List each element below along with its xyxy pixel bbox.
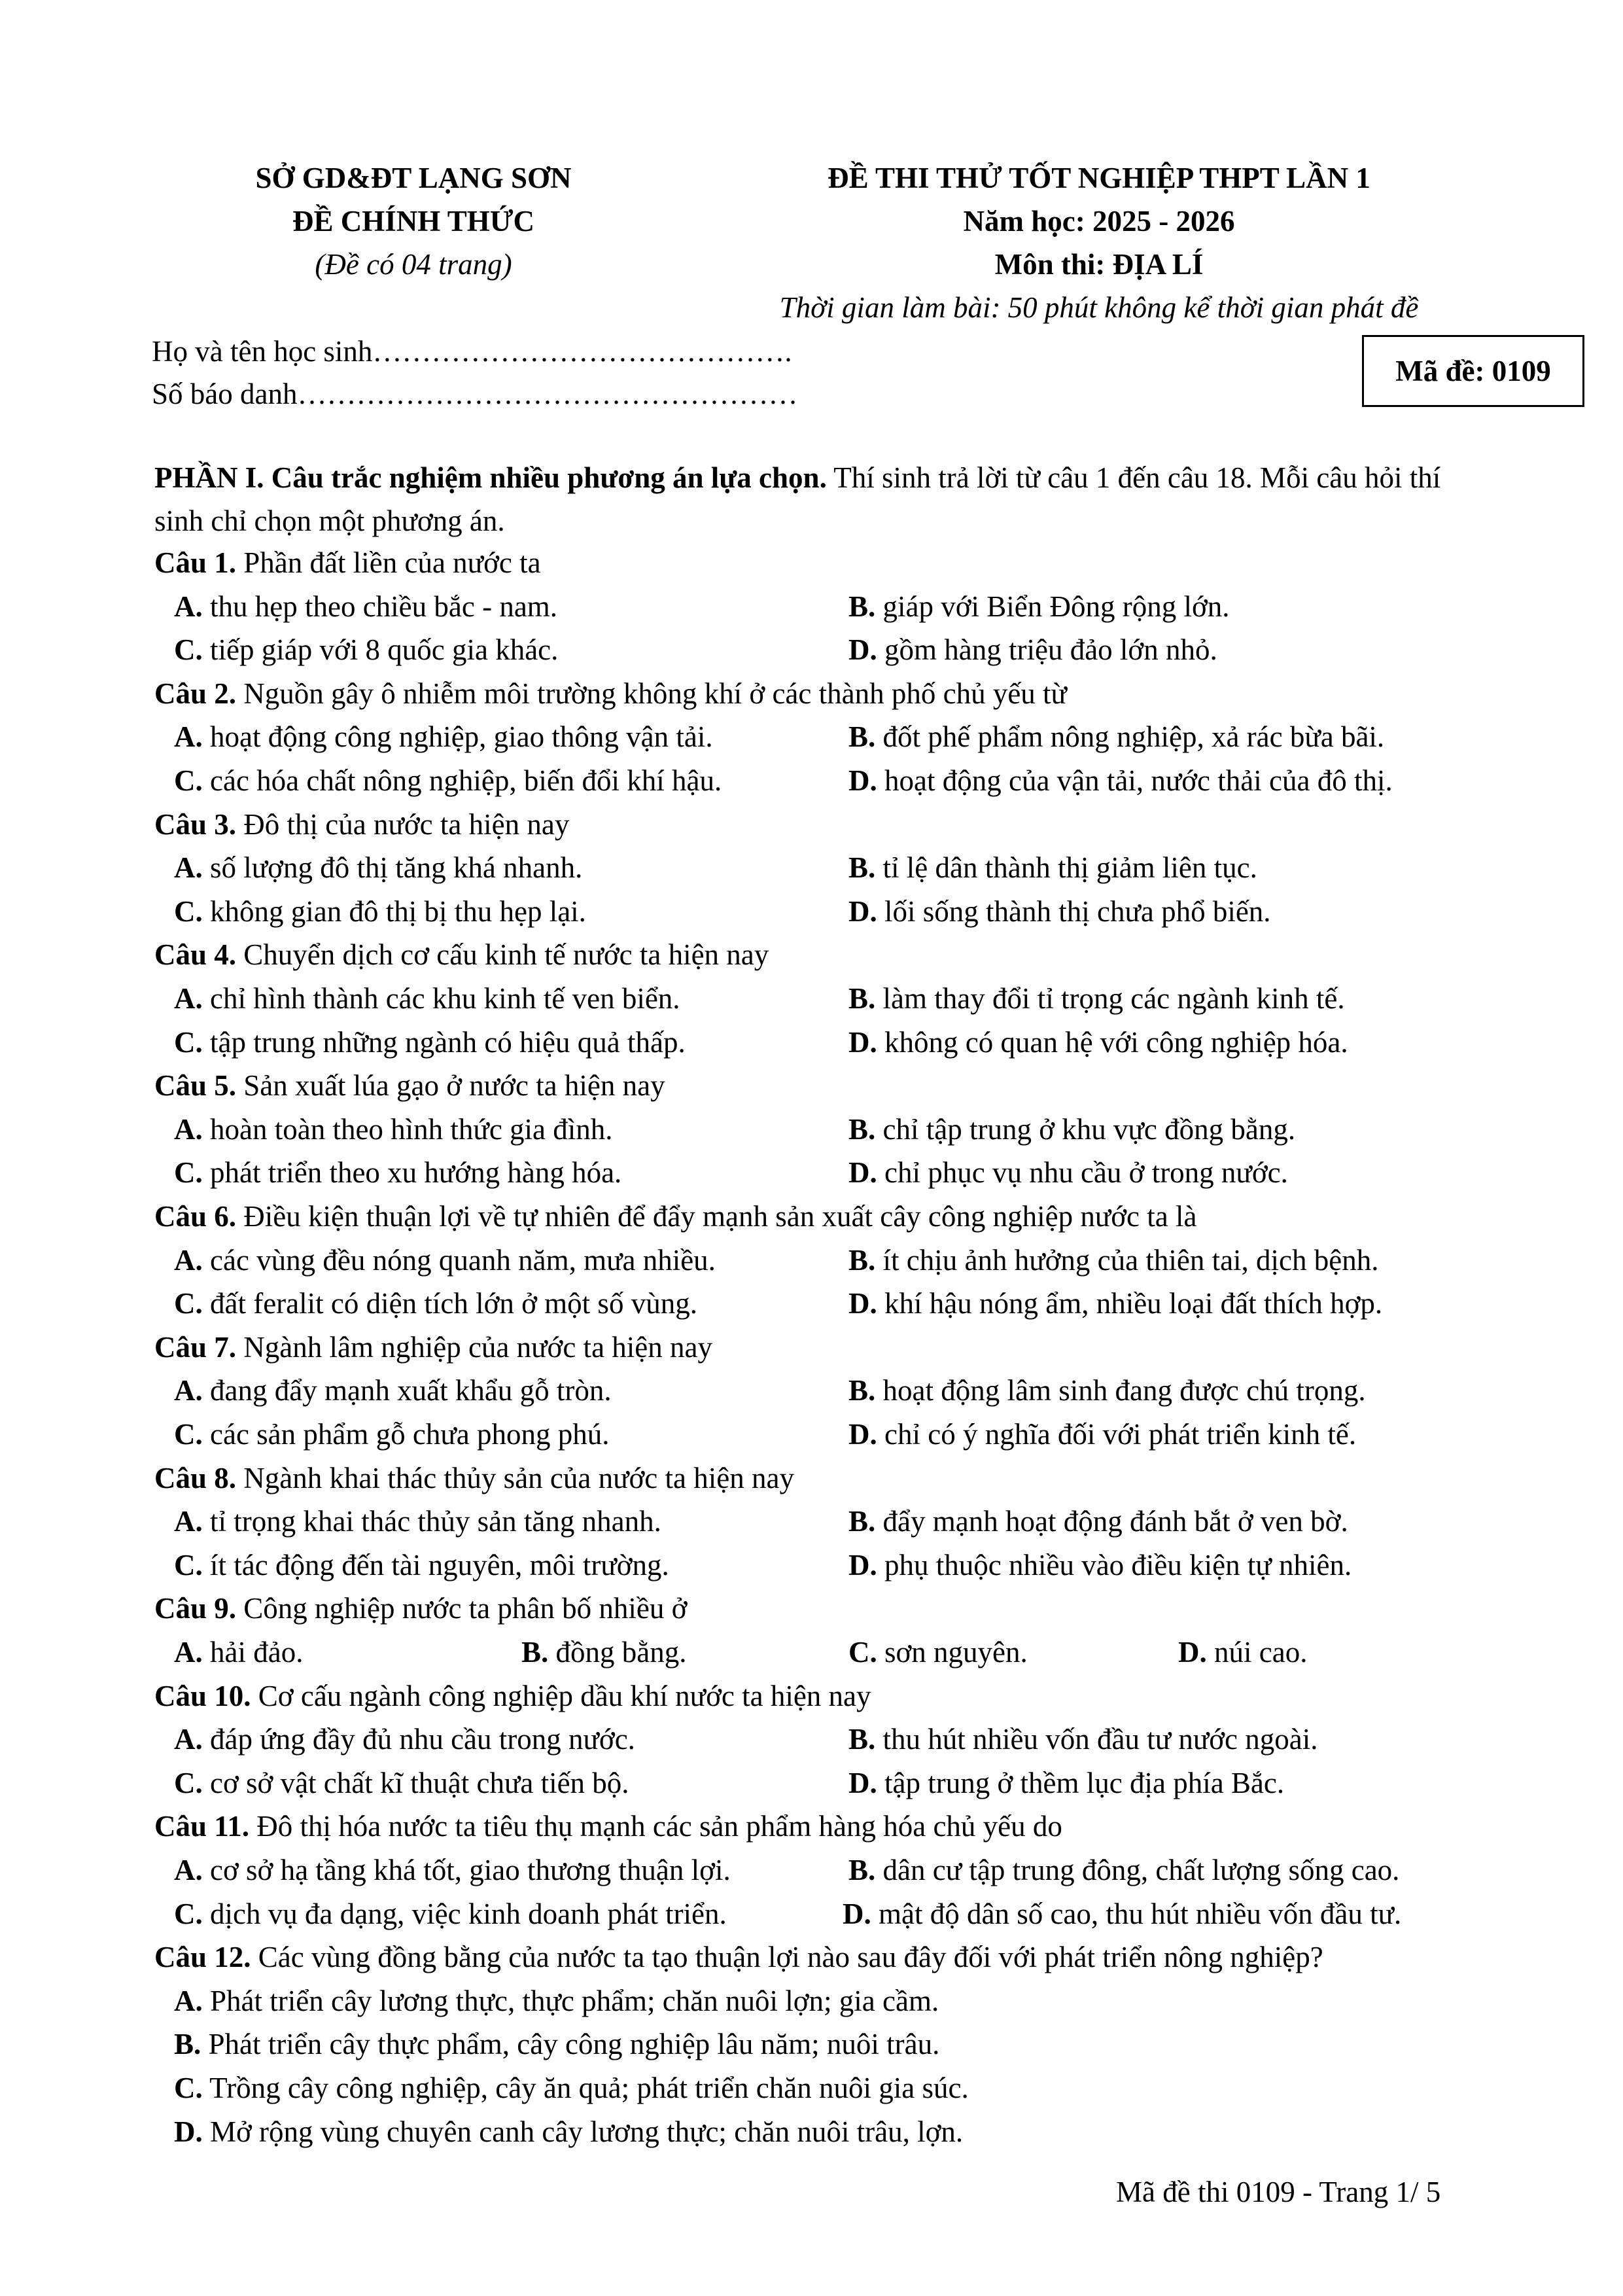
option-letter: A.: [174, 982, 203, 1015]
question-number: Câu 2.: [154, 677, 237, 710]
answer-option-b: [848, 853, 1257, 883]
option-letter: D.: [1178, 1636, 1207, 1669]
option-letter: C.: [174, 1287, 203, 1320]
option-letter: D.: [848, 1548, 877, 1581]
answer-option-d: [848, 635, 1217, 665]
answer-option-b: [848, 1507, 1348, 1536]
option-text: hoạt động của vận tải, nước thải của đô thị.: [877, 764, 1393, 797]
option-text: chỉ hình thành các khu kinh tế ven biển.: [202, 982, 680, 1015]
option-letter: D.: [848, 764, 877, 797]
option-letter: A.: [174, 1243, 203, 1277]
option-text: dân cư tập trung đông, chất lượng sống cao.: [875, 1854, 1400, 1886]
option-letter: A.: [174, 590, 203, 623]
option-letter: D.: [848, 1287, 877, 1320]
question-stem: [154, 1943, 1323, 1972]
option-text: tập trung những ngành có hiệu quả thấp.: [202, 1025, 686, 1059]
question-stem: [154, 940, 769, 970]
page-footer: Mã đề thi 0109 - Trang 1/ 5: [1116, 2176, 1441, 2208]
option-letter: B.: [848, 1723, 876, 1756]
option-letter: C.: [174, 1156, 203, 1190]
option-text: chỉ có ý nghĩa đối với phát triển kinh tế.: [877, 1418, 1357, 1451]
answer-option-b: [848, 592, 1230, 622]
answer-option-c: [174, 635, 558, 665]
option-letter: B.: [848, 1374, 876, 1407]
question-number: Câu 9.: [154, 1592, 237, 1625]
option-text: núi cao.: [1206, 1636, 1308, 1669]
answer-option-b: [848, 1856, 1399, 1885]
option-text: thu hút nhiều vốn đầu tư nước ngoài.: [875, 1723, 1318, 1756]
answer-option-a: [174, 592, 557, 622]
option-letter: D.: [843, 1897, 871, 1930]
option-letter: D.: [848, 1766, 877, 1799]
answer-option-b: [848, 1725, 1318, 1754]
option-text: giáp với Biển Đông rộng lớn.: [875, 590, 1230, 623]
question-number: Câu 8.: [154, 1461, 237, 1494]
answer-option-c: [174, 1548, 669, 1581]
option-letter: D.: [848, 1156, 877, 1190]
option-letter: D.: [848, 633, 877, 667]
option-letter: C.: [174, 1025, 203, 1059]
question-stem: [154, 1202, 1197, 1231]
question-stem: [154, 1071, 665, 1101]
question-text: Sản xuất lúa gạo ở nước ta hiện nay: [236, 1069, 665, 1103]
answer-option-c: [174, 1766, 629, 1799]
answer-option-d: [848, 1025, 1348, 1059]
answer-option-b: [848, 1243, 1379, 1277]
answer-option-a: [174, 984, 680, 1014]
answer-option-b: [848, 984, 1345, 1014]
option-text: các hóa chất nông nghiệp, biến đổi khí hậu.: [202, 764, 722, 797]
question-text: Điều kiện thuận lợi về tự nhiên để đẩy mạnh sản xuất cây công nghiệp nước ta là: [236, 1200, 1197, 1233]
question-stem: [154, 679, 1067, 709]
option-text: Phát triển cây lương thực, thực phẩm; chăn nuôi lợn; gia cầm.: [202, 1984, 939, 2017]
option-letter: B.: [174, 2028, 201, 2061]
option-letter: B.: [848, 1854, 876, 1886]
option-text: Trồng cây công nghiệp, cây ăn quả; phát triển chăn nuôi gia súc.: [202, 2072, 969, 2104]
option-text: Mở rộng vùng chuyên canh cây lương thực; chăn nuôi trâu, lợn.: [202, 2115, 964, 2148]
subject-label: Môn thi: ĐỊA LÍ: [994, 248, 1204, 281]
answer-option-a: [174, 1507, 661, 1536]
option-letter: A.: [174, 1374, 203, 1407]
answer-option-d: [848, 1289, 1382, 1318]
question-number: Câu 11.: [154, 1810, 250, 1843]
answer-option-b: [521, 1638, 687, 1667]
option-letter: B.: [848, 720, 876, 754]
option-letter: D.: [848, 1025, 877, 1059]
part-title: PHẦN I. Câu trắc nghiệm nhiều phương án lựa chọn.: [154, 461, 827, 494]
option-text: mật độ dân số cao, thu hút nhiều vốn đầu tư.: [871, 1897, 1402, 1930]
question-text: Chuyển dịch cơ cấu kinh tế nước ta hiện nay: [236, 938, 769, 972]
answer-option-b: [848, 1376, 1366, 1405]
option-text: cơ sở vật chất kĩ thuật chưa tiến bộ.: [202, 1766, 629, 1799]
option-text: cơ sở hạ tầng khá tốt, giao thương thuận lợi.: [202, 1854, 731, 1886]
question-number: Câu 7.: [154, 1330, 237, 1364]
option-letter: A.: [174, 1505, 203, 1538]
answer-option-c: [174, 1899, 727, 1929]
option-letter: C.: [174, 1548, 203, 1581]
question-text: Đô thị của nước ta hiện nay: [236, 807, 570, 841]
option-text: đẩy mạnh hoạt động đánh bắt ở ven bờ.: [875, 1505, 1348, 1538]
answer-option-d: [848, 1158, 1288, 1188]
answer-option-b: [848, 722, 1384, 752]
option-letter: C.: [174, 764, 203, 797]
option-text: tiếp giáp với 8 quốc gia khác.: [202, 633, 559, 667]
duration-note: Thời gian làm bài: 50 phút không kể thời gian phát đề: [779, 291, 1419, 324]
option-letter: C.: [174, 1418, 203, 1451]
option-letter: C.: [174, 2072, 203, 2104]
question-number: Câu 4.: [154, 938, 237, 972]
option-letter: C.: [174, 894, 203, 928]
option-letter: C.: [174, 1897, 203, 1930]
answer-option-a: [174, 1112, 613, 1146]
answer-option-a: [174, 1984, 939, 2017]
option-text: các sản phẩm gỗ chưa phong phú.: [202, 1418, 610, 1451]
option-text: không có quan hệ với công nghiệp hóa.: [877, 1025, 1348, 1059]
option-letter: D.: [174, 2115, 203, 2148]
option-text: đốt phế phẩm nông nghiệp, xả rác bừa bãi.: [875, 720, 1385, 754]
option-text: phụ thuộc nhiều vào điều kiện tự nhiên.: [877, 1548, 1352, 1581]
answer-option-c: [174, 894, 586, 928]
option-text: số lượng đô thị tăng khá nhanh.: [202, 851, 583, 885]
option-letter: C.: [848, 1636, 877, 1669]
option-letter: C.: [174, 633, 203, 667]
answer-option-a: [174, 1725, 635, 1754]
option-text: hoàn toàn theo hình thức gia đình.: [202, 1112, 613, 1146]
option-letter: B.: [848, 851, 876, 885]
question-number: Câu 6.: [154, 1200, 237, 1233]
option-letter: C.: [174, 1766, 203, 1799]
option-text: sơn nguyên.: [877, 1636, 1028, 1669]
answer-option-c: [174, 1158, 621, 1188]
option-letter: A.: [174, 1984, 203, 2017]
answer-option-a: [174, 1856, 731, 1885]
question-number: Câu 1.: [154, 546, 237, 579]
option-text: Phát triển cây thực phẩm, cây công nghiệp lâu năm; nuôi trâu.: [201, 2028, 940, 2061]
answer-option-c: [174, 1420, 609, 1449]
question-stem: [154, 1594, 687, 1623]
option-letter: A.: [174, 1636, 203, 1669]
question-number: Câu 3.: [154, 807, 237, 841]
question-stem: [154, 1679, 871, 1712]
option-text: ít tác động đến tài nguyên, môi trường.: [202, 1548, 669, 1581]
question-number: Câu 12.: [154, 1941, 251, 1974]
option-text: phát triển theo xu hướng hàng hóa.: [202, 1156, 622, 1190]
option-letter: D.: [848, 894, 877, 928]
option-text: đất feralit có diện tích lớn ở một số vùng.: [202, 1287, 697, 1320]
answer-option-d: [848, 1420, 1356, 1449]
question-stem: [154, 1330, 712, 1364]
answer-option-d: [848, 766, 1393, 796]
exam-title: ĐỀ THI THỬ TỐT NGHIỆP THPT LẦN 1: [828, 162, 1370, 194]
answer-option-c: [174, 1025, 686, 1059]
option-letter: B.: [848, 982, 876, 1015]
question-number: Câu 10.: [154, 1679, 251, 1712]
answer-option-d: [174, 2117, 963, 2147]
option-text: hoạt động lâm sinh đang được chú trọng.: [875, 1374, 1366, 1407]
option-text: đồng bằng.: [548, 1636, 687, 1669]
answer-option-a: [174, 853, 582, 883]
option-letter: A.: [174, 851, 203, 885]
answer-option-a: [174, 1638, 303, 1667]
option-text: tỉ lệ dân thành thị giảm liên tục.: [875, 851, 1257, 885]
option-text: chỉ phục vụ nhu cầu ở trong nước.: [877, 1156, 1288, 1190]
option-letter: A.: [174, 1112, 203, 1146]
department-name: SỞ GD&ĐT LẠNG SƠN: [255, 162, 572, 194]
question-stem: [154, 548, 541, 578]
question-text: Công nghiệp nước ta phân bố nhiều ở: [236, 1592, 688, 1625]
option-letter: B.: [848, 1243, 876, 1277]
answer-option-c: [848, 1638, 1028, 1667]
answer-option-d: [1178, 1638, 1307, 1667]
option-letter: B.: [848, 1505, 876, 1538]
option-text: lối sống thành thị chưa phổ biến.: [877, 894, 1271, 928]
answer-option-b: [848, 1112, 1296, 1146]
option-text: tỉ trọng khai thác thủy sản tăng nhanh.: [202, 1505, 661, 1538]
answer-option-c: [174, 1289, 697, 1318]
option-letter: B.: [848, 1112, 876, 1146]
school-year: Năm học: 2025 - 2026: [963, 205, 1235, 238]
option-letter: B.: [848, 590, 876, 623]
answer-option-d: [848, 1548, 1352, 1581]
option-text: hoạt động công nghiệp, giao thông vận tải.: [202, 720, 713, 754]
question-text: Ngành khai thác thủy sản của nước ta hiện nay: [236, 1461, 794, 1494]
answer-option-c: [174, 2074, 969, 2103]
option-text: làm thay đổi tỉ trọng các ngành kinh tế.: [875, 982, 1345, 1015]
option-letter: D.: [848, 1418, 877, 1451]
option-text: khí hậu nóng ẩm, nhiều loại đất thích hợp.: [877, 1287, 1383, 1320]
option-text: chỉ tập trung ở khu vực đồng bằng.: [875, 1112, 1296, 1146]
option-text: đang đẩy mạnh xuất khẩu gỗ tròn.: [202, 1374, 612, 1407]
official-label: ĐỀ CHÍNH THỨC: [292, 205, 535, 238]
option-letter: A.: [174, 1723, 203, 1756]
question-text: Đô thị hóa nước ta tiêu thụ mạnh các sản phẩm hàng hóa chủ yếu do: [249, 1810, 1062, 1843]
option-text: dịch vụ đa dạng, việc kinh doanh phát triển.: [202, 1897, 727, 1930]
question-text: Cơ cấu ngành công nghiệp dầu khí nước ta hiện nay: [251, 1679, 871, 1712]
option-text: đáp ứng đầy đủ nhu cầu trong nước.: [202, 1723, 635, 1756]
answer-option-a: [174, 1376, 612, 1405]
answer-option-d: [848, 894, 1271, 928]
option-letter: A.: [174, 720, 203, 754]
question-text: Các vùng đồng bằng của nước ta tạo thuận lợi nào sau đây đối với phát triển nông nghiệp?: [251, 1941, 1323, 1974]
answer-option-c: [174, 766, 722, 796]
option-text: ít chịu ảnh hưởng của thiên tai, dịch bệnh.: [875, 1243, 1379, 1277]
option-text: các vùng đều nóng quanh năm, mưa nhiều.: [202, 1243, 716, 1277]
option-text: gồm hàng triệu đảo lớn nhỏ.: [877, 633, 1217, 667]
option-text: hải đảo.: [202, 1636, 304, 1669]
question-stem: [154, 1812, 1062, 1841]
option-text: thu hẹp theo chiều bắc - nam.: [202, 590, 558, 623]
question-stem: [154, 1461, 794, 1494]
student-name-line: Họ và tên học sinh…………………………………….: [152, 335, 792, 368]
answer-option-d: [843, 1899, 1401, 1929]
answer-option-a: [174, 1243, 716, 1277]
answer-option-b: [174, 2030, 939, 2059]
question-text: Nguồn gây ô nhiễm môi trường không khí ở các thành phố chủ yếu từ: [236, 677, 1067, 710]
question-text: Ngành lâm nghiệp của nước ta hiện nay: [236, 1330, 712, 1364]
option-letter: A.: [174, 1854, 203, 1886]
question-text: Phần đất liền của nước ta: [236, 546, 541, 579]
student-id-line: Số báo danh……………………………………………: [152, 378, 798, 410]
option-text: không gian đô thị bị thu hẹp lại.: [202, 894, 586, 928]
part-heading: [154, 456, 1469, 542]
option-text: tập trung ở thềm lục địa phía Bắc.: [877, 1766, 1285, 1799]
option-letter: B.: [521, 1636, 549, 1669]
question-number: Câu 5.: [154, 1069, 237, 1103]
answer-option-a: [174, 722, 713, 752]
part-instruction: Thí sinh trả lời từ câu 1 đến câu 18. Mỗi câu hỏi thí sinh chỉ chọn một phương án.: [154, 461, 1441, 537]
question-stem: [154, 807, 570, 841]
pages-note: (Đề có 04 trang): [315, 248, 512, 281]
exam-code-box: Mã đề: 0109: [1362, 335, 1584, 407]
answer-option-d: [848, 1766, 1285, 1799]
